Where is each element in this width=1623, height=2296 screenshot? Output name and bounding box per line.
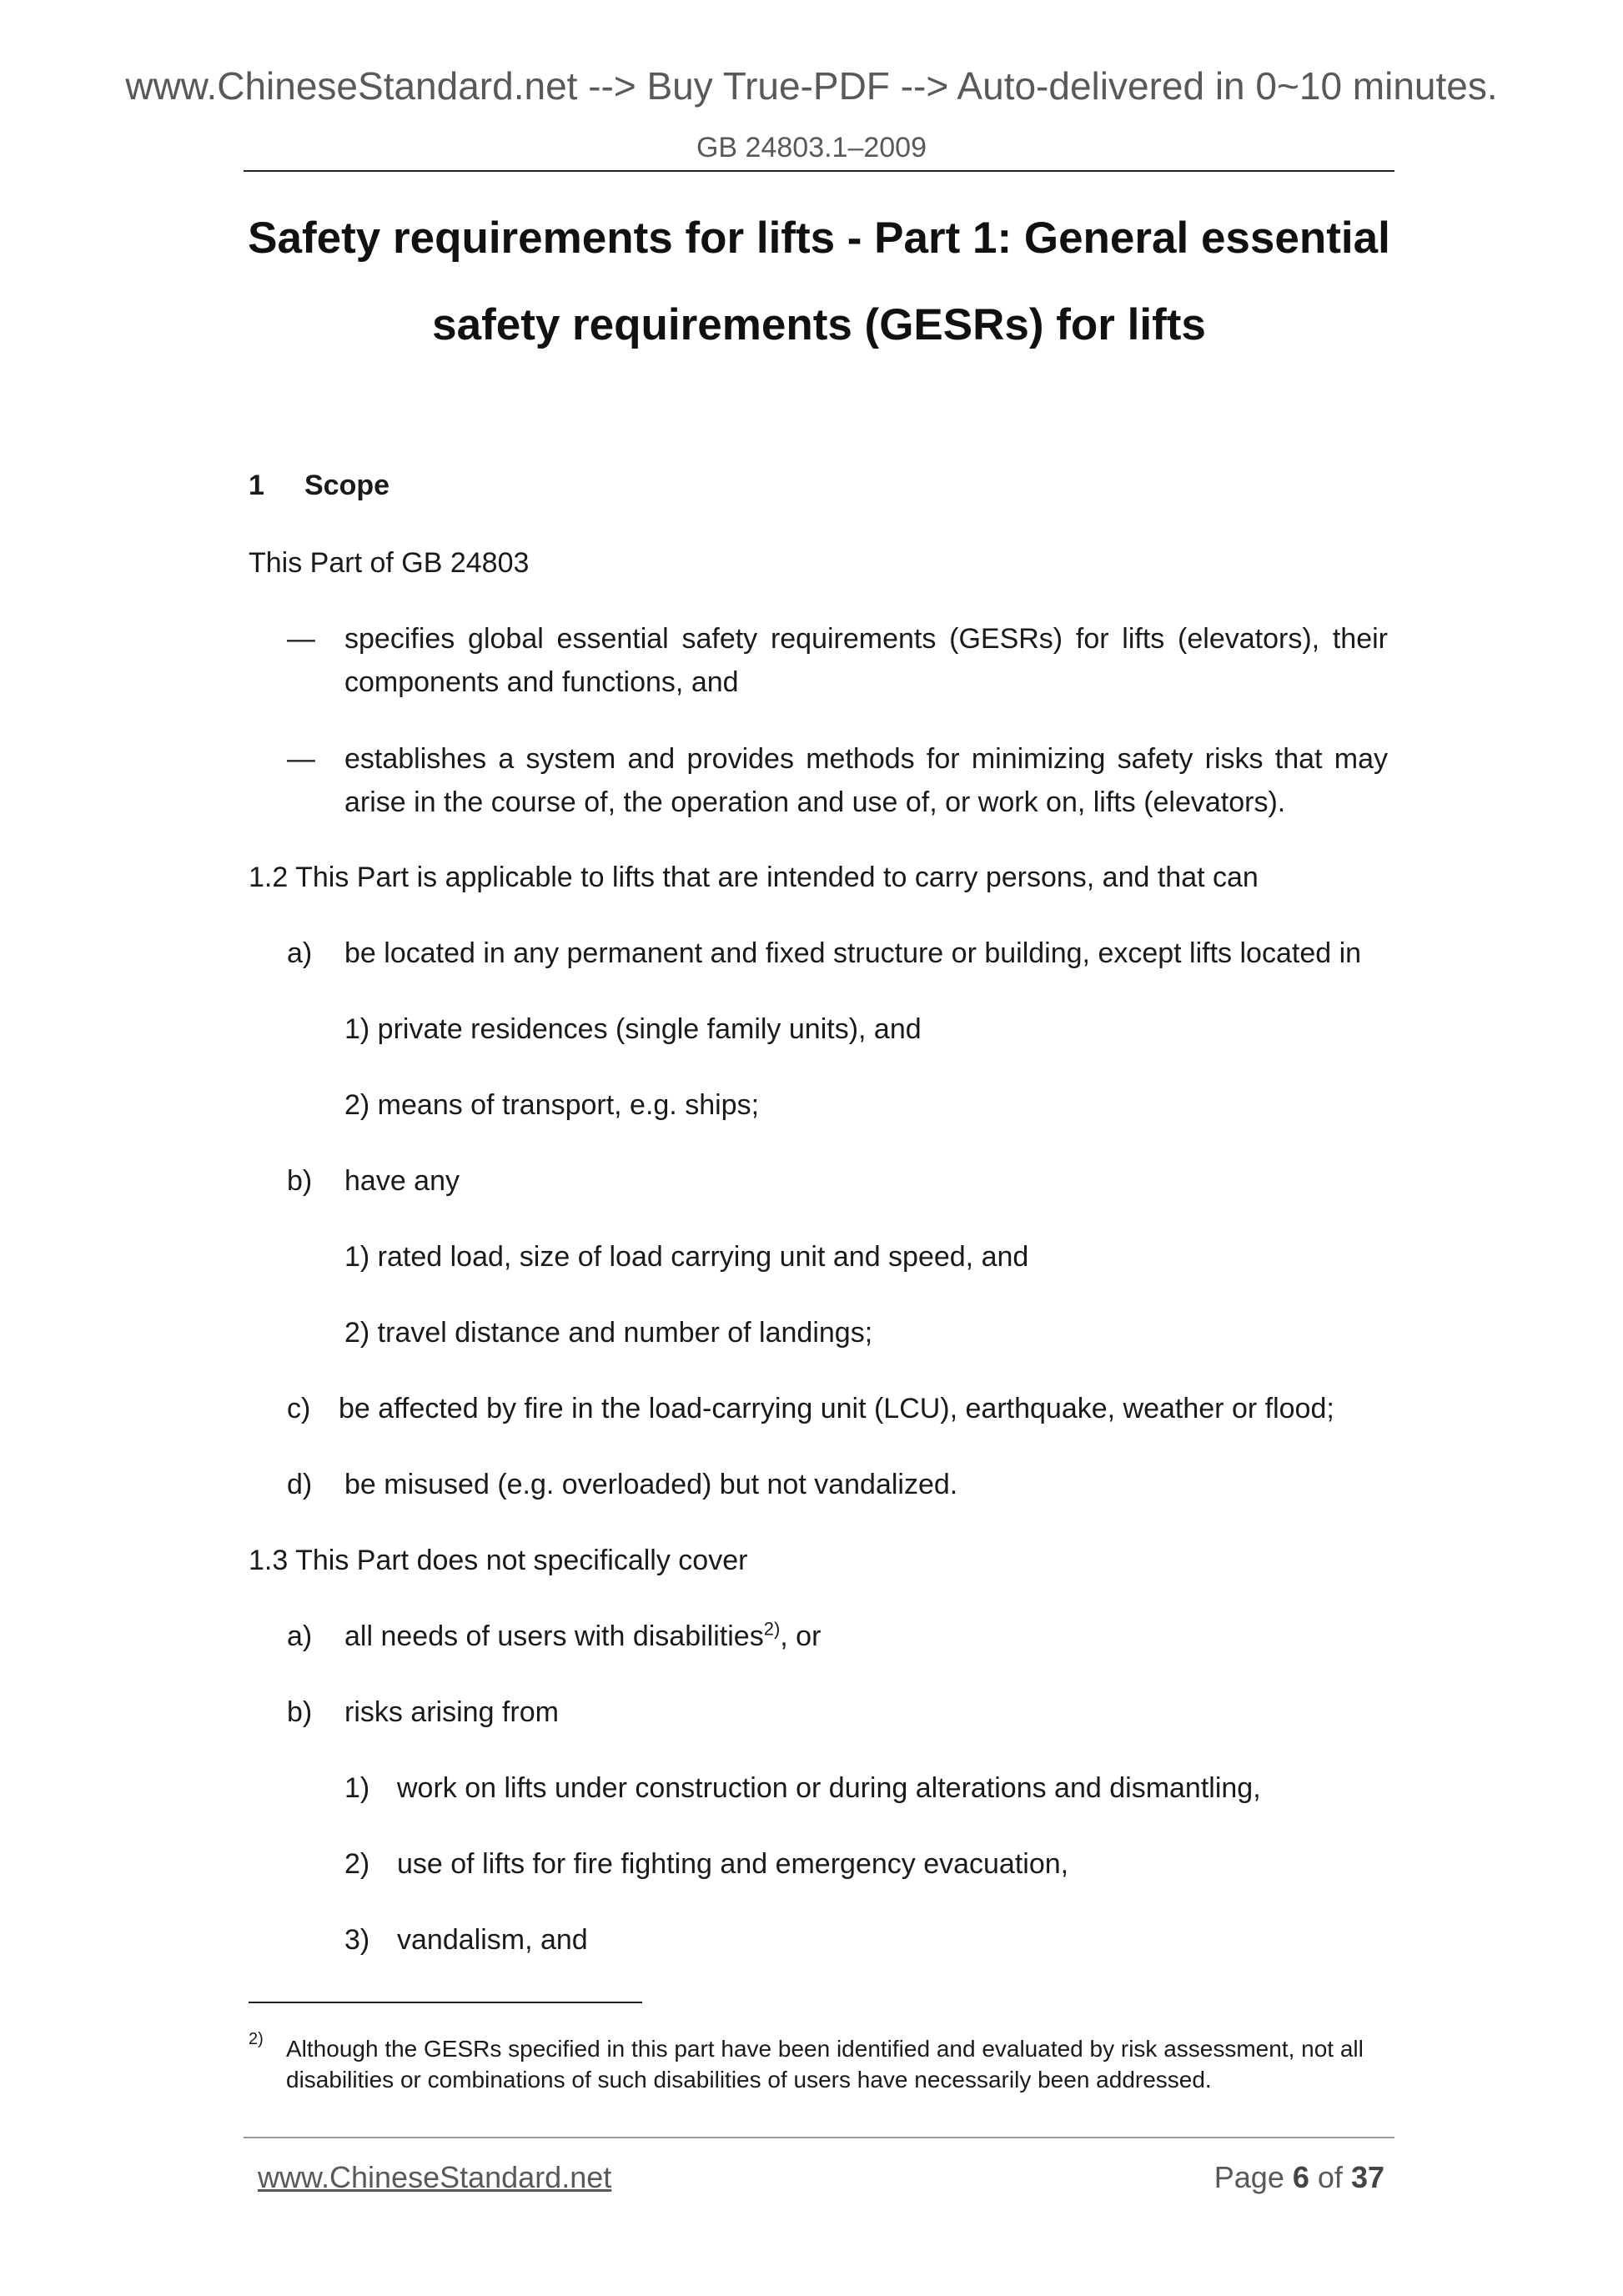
list-subitem: 2) means of transport, e.g. ships; [344, 1089, 760, 1121]
page-of: of [1317, 2160, 1343, 2194]
bullet-2-line-1: establishes a system and provides methods for minimizing safety risks that may [344, 743, 1388, 775]
document-title-line-2: safety requirements (GESRs) for lifts [432, 300, 1206, 349]
list-item-text: all needs of users with disabilities [344, 1620, 764, 1652]
standard-code-header: GB 24803.1–2009 [696, 132, 927, 163]
bullet-2-line-2: arise in the course of, the operation and use of, or work on, lifts (elevators). [344, 786, 1286, 818]
list-subitem: 2) travel distance and number of landings; [344, 1317, 873, 1349]
header-divider [244, 170, 1394, 172]
scope-intro: This Part of GB 24803 [249, 547, 530, 579]
bullet-1-line-1: specifies global essential safety requirements (GESRs) for lifts (elevators), their [344, 623, 1388, 655]
footer-divider [244, 2137, 1394, 2138]
section-number: 1 [249, 470, 264, 501]
footnote-reference[interactable]: 2) [763, 1618, 781, 1640]
list-marker: b) [287, 1165, 313, 1197]
list-marker: a) [287, 1620, 313, 1652]
list-subitem: use of lifts for fire fighting and emergency evacuation, [397, 1848, 1069, 1880]
list-marker: d) [287, 1469, 313, 1500]
top-banner: www.ChineseStandard.net --> Buy True-PDF --> Auto-delivered in 0~10 minutes. [125, 64, 1498, 108]
list-item: be affected by fire in the load-carrying unit (LCU), earthquake, weather or flood; [339, 1393, 1334, 1424]
list-item: have any [344, 1165, 460, 1197]
list-marker: b) [287, 1696, 313, 1728]
list-item: risks arising from [344, 1696, 559, 1728]
list-item: be misused (e.g. overloaded) but not vandalized. [344, 1469, 958, 1500]
list-subitem: work on lifts under construction or during alterations and dismantling, [397, 1772, 1261, 1804]
page-current: 6 [1292, 2160, 1309, 2194]
footer-website-link[interactable]: www.ChineseStandard.net [258, 2160, 612, 2194]
footnote-divider [249, 2002, 642, 2003]
section-title: Scope [304, 470, 390, 501]
list-item: be located in any permanent and fixed structure or building, except lifts located in [344, 937, 1362, 969]
list-item [344, 1620, 821, 1653]
list-marker: a) [287, 937, 313, 969]
footnote-mark: 2) [249, 2030, 264, 2048]
bullet-1-line-2: components and functions, and [344, 666, 739, 698]
list-subitem-number: 1) [344, 1772, 370, 1804]
list-subitem: 1) rated load, size of load carrying unit and speed, and [344, 1241, 1029, 1273]
clause-1-3-lead: 1.3 This Part does not specifically cover [249, 1545, 748, 1576]
list-subitem: vandalism, and [397, 1924, 588, 1956]
document-title-line-1: Safety requirements for lifts - Part 1: General essential [248, 214, 1390, 263]
list-marker: c) [287, 1393, 311, 1424]
list-subitem-number: 2) [344, 1848, 370, 1880]
clause-1-2-lead: 1.2 This Part is applicable to lifts that are intended to carry persons, and that can [249, 862, 1259, 893]
bullet-dash: — [287, 623, 315, 655]
footnote-text: Although the GESRs specified in this part have been identified and evaluated by risk assessment, not all disabilities or combinations of such disabilities of users have necessarily been addressed. [286, 2036, 1364, 2093]
page-indicator [1214, 2160, 1384, 2195]
bullet-dash: — [287, 743, 315, 775]
page-total: 37 [1350, 2160, 1384, 2194]
list-item-tail: , or [780, 1620, 822, 1652]
list-subitem-number: 3) [344, 1924, 370, 1956]
page-prefix: Page [1213, 2160, 1284, 2194]
list-subitem: 1) private residences (single family units), and [344, 1013, 922, 1045]
